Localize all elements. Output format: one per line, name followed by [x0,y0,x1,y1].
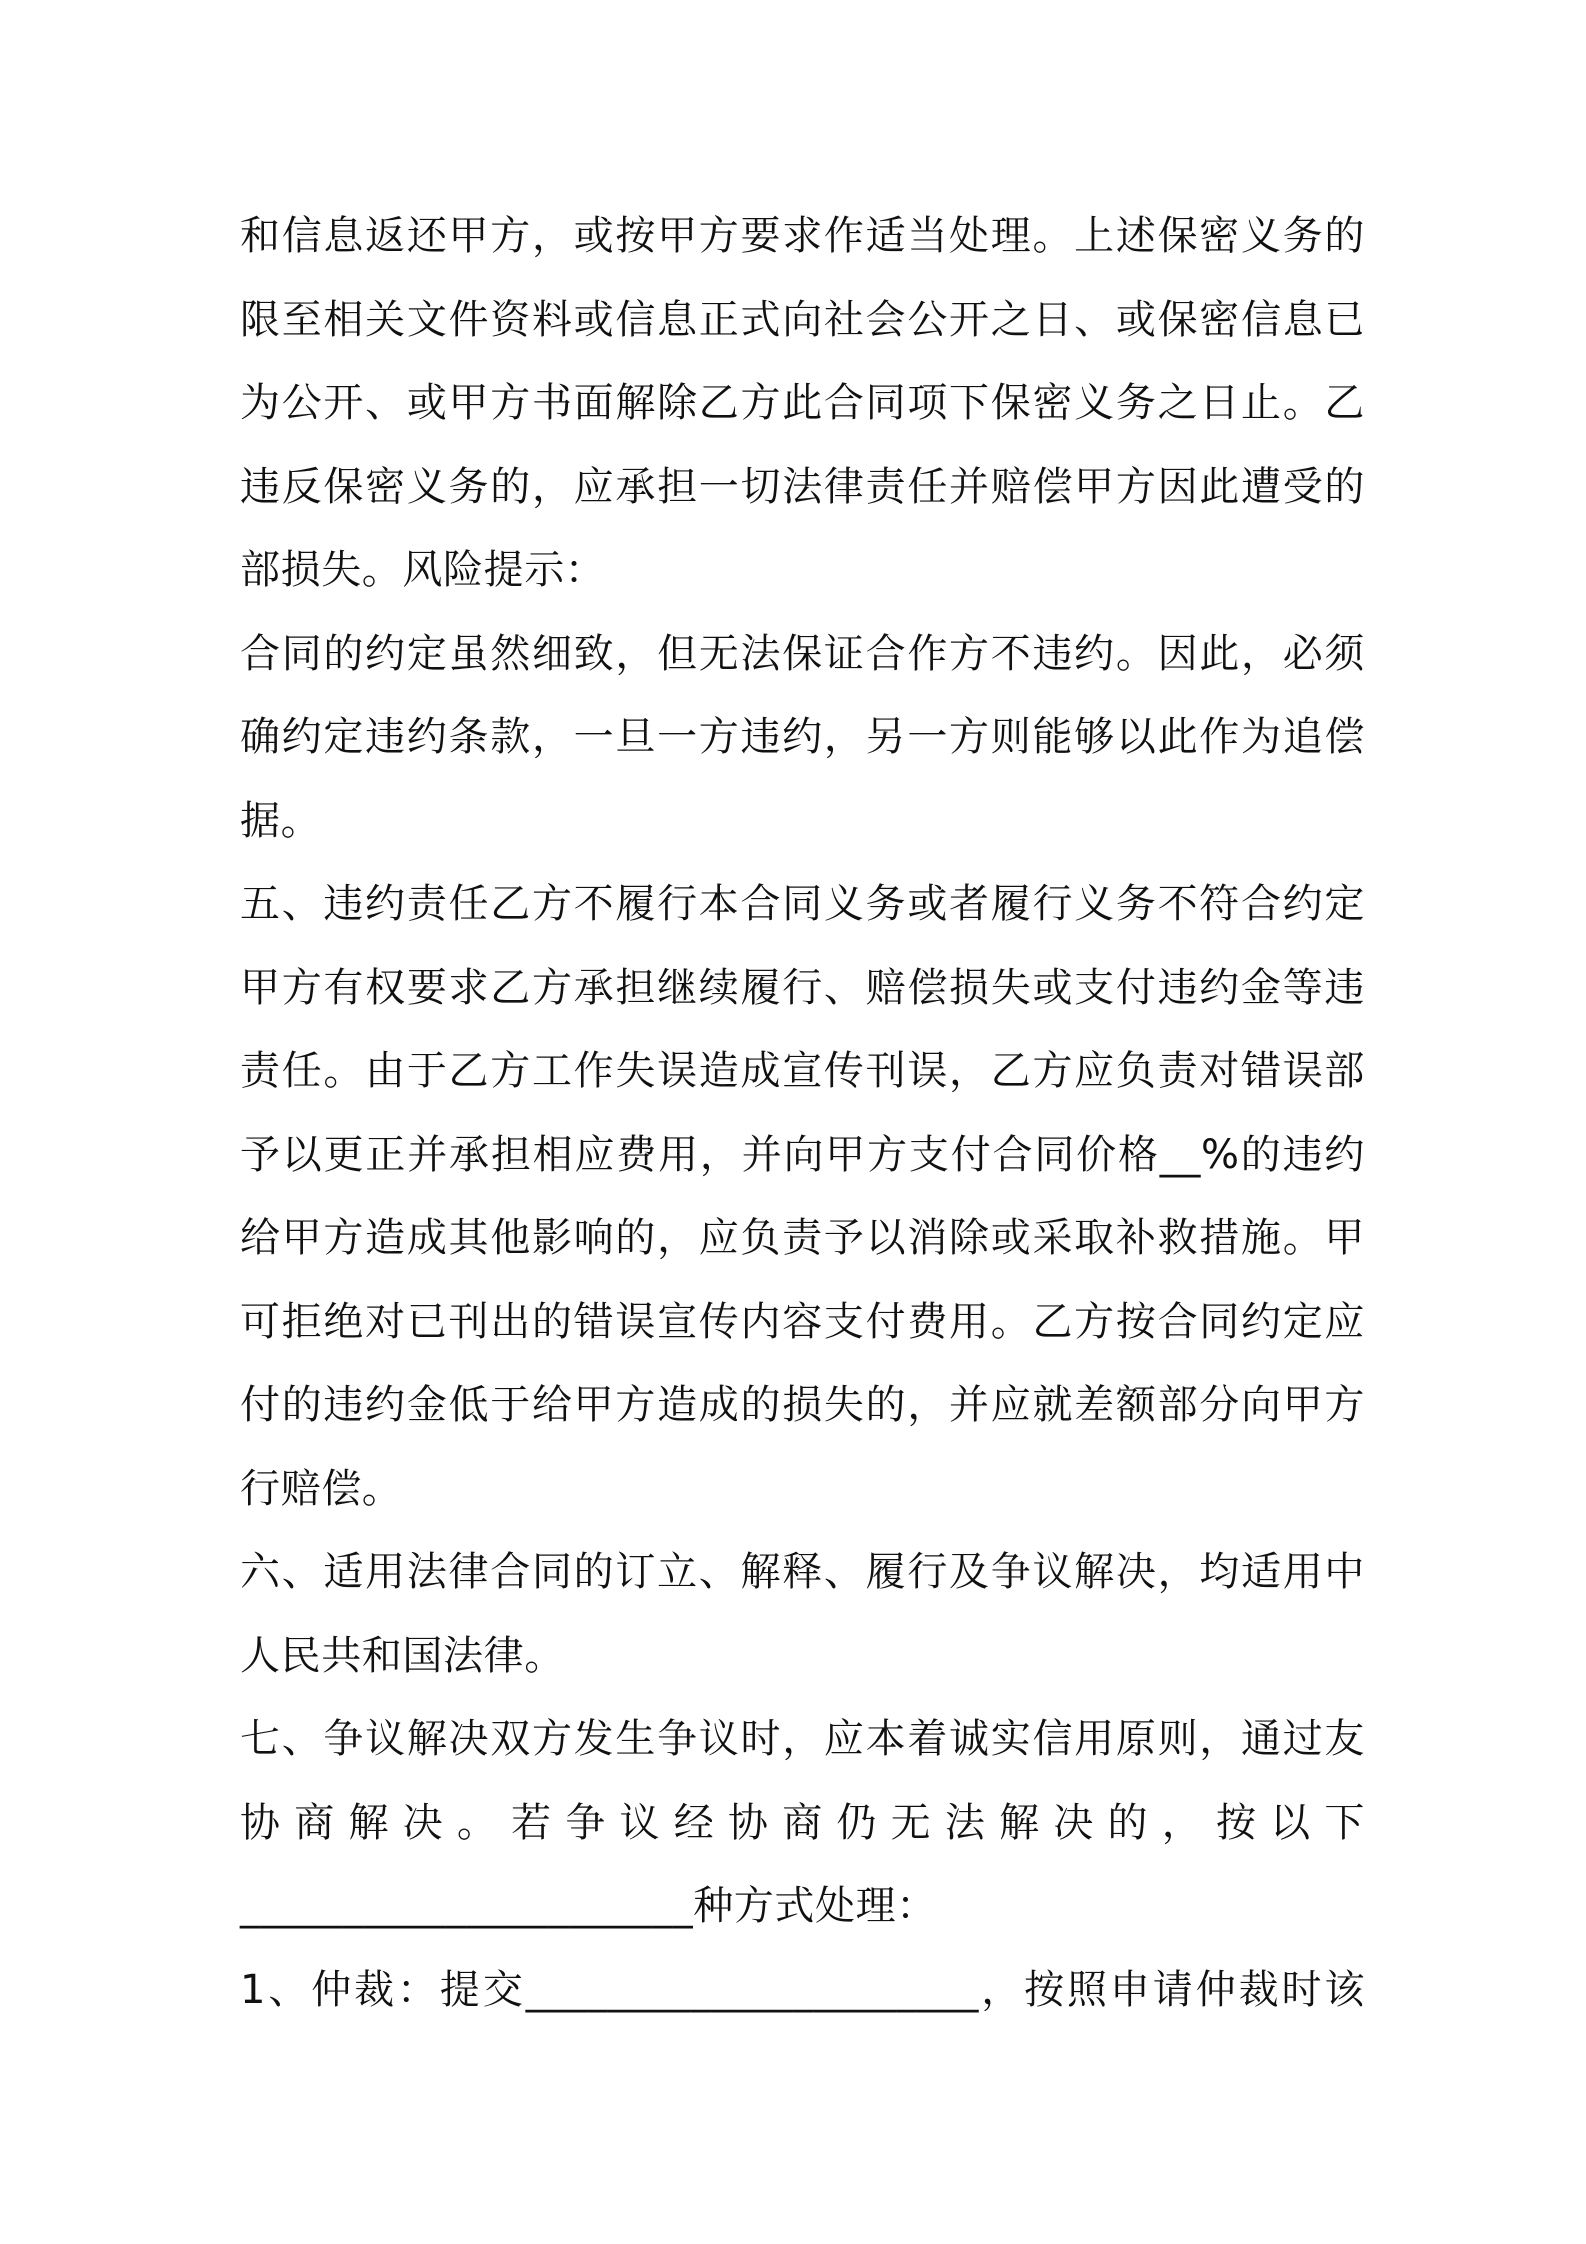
text-line: 违反保密义务的，应承担一切法律责任并赔偿甲方因此遭受的 [240,463,1365,510]
text-line: 为公开、或甲方书面解除乙方此合同项下保密义务之日止。乙 [240,380,1365,426]
text-line: 确约定违约条款，一旦一方违约，另一方则能够以此作为追偿 [240,714,1365,760]
section-heading-five: 五、违约责任乙方不履行本合同义务或者履行义务不符合约定 [240,881,1365,927]
text-line: 和信息返还甲方，或按甲方要求作适当处理。上述保密义务的 [240,213,1365,259]
text-line: 据。 [240,797,322,844]
arbitration-clause-line: 1、仲裁：提交______________________，按照申请仲裁时该 [240,1966,1365,2013]
text-line: 责任。由于乙方工作失误造成宣传刊误，乙方应负责对错误部 [240,1048,1365,1094]
blank-fill-line: ______________________种方式处理： [240,1883,937,1929]
text-line: 可拒绝对已刊出的错误宣传内容支付费用。乙方按合同约定应 [240,1298,1365,1345]
text-line: 付的违约金低于给甲方造成的损失的，并应就差额部分向甲方 [240,1382,1365,1428]
text-line: 甲方有权要求乙方承担继续履行、赔偿损失或支付违约金等违 [240,964,1365,1011]
text-line: 限至相关文件资料或信息正式向社会公开之日、或保密信息已 [240,296,1365,343]
text-line: 合同的约定虽然细致，但无法保证合作方不违约。因此，必须 [240,630,1365,677]
section-heading-six: 六、适用法律合同的订立、解释、履行及争议解决，均适用中 [240,1549,1365,1595]
text-line: 给甲方造成其他影响的，应负责予以消除或采取补救措施。甲 [240,1215,1365,1261]
contract-text-body [240,195,1365,2032]
text-line: 人民共和国法律。 [240,1632,565,1679]
text-line: 予以更正并承担相应费用，并向甲方支付合同价格__%的违约 [240,1131,1365,1178]
section-heading-seven: 七、争议解决双方发生争议时，应本着诚实信用原则，通过友 [240,1716,1365,1762]
text-line: 行赔偿。 [240,1465,403,1512]
text-line: 部损失。风险提示： [240,547,606,593]
text-line: 协 商 解 决 。 若 争 议 经 协 商 仍 无 法 解 决 的 ， 按 以 下 [240,1799,1365,1846]
